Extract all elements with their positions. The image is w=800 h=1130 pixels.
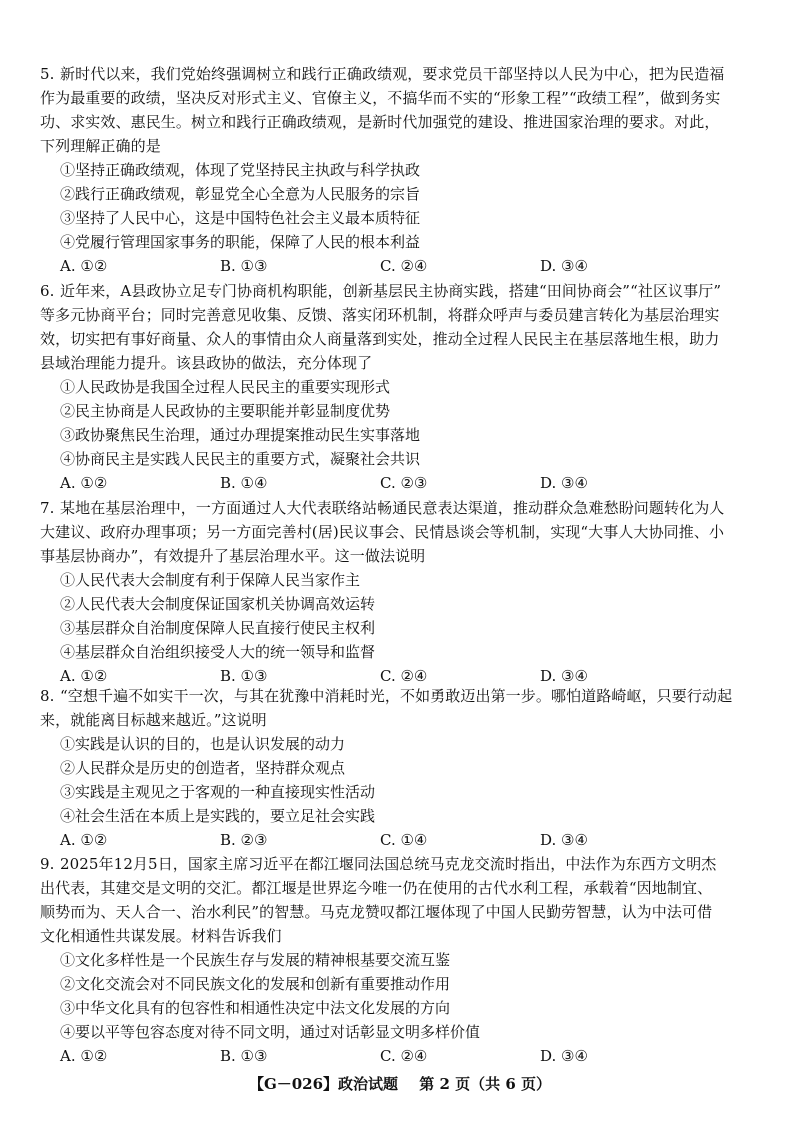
statement-2: ②文化交流会对不同民族文化的发展和创新有重要推动作用: [60, 975, 451, 993]
stem-text: 2025年12月5日，国家主席习近平在都江堰同法国总统马克龙交流时指出，中法作为东西方文明杰: [60, 855, 717, 873]
statement-3: ③实践是主观见之于客观的一种直接现实性活动: [60, 783, 376, 801]
option-c[interactable]: C. ②④: [380, 1047, 428, 1065]
option-d[interactable]: D. ③④: [540, 257, 588, 275]
option-d[interactable]: D. ③④: [540, 831, 588, 849]
question-stem-line: 县域治理能力提升。该县政协的做法，充分体现了: [40, 354, 373, 372]
question-stem-line: 等多元协商平台；同时完善意见收集、反馈、落实闭环机制，将群众呼声与委员建言转化为基层治理实: [40, 306, 720, 324]
question-stem-line: 事基层协商办”，有效提升了基层治理水平。这一做法说明: [40, 547, 426, 565]
option-a[interactable]: A. ①②: [60, 667, 108, 685]
option-b[interactable]: B. ①④: [220, 474, 268, 492]
statement-1: ①文化多样性是一个民族生存与发展的精神根基要交流互鉴: [60, 951, 451, 969]
question-number: 7.: [40, 499, 55, 517]
question-stem-line: 效，切实把有事好商量、众人的事情由众人商量落到实处，推动全过程人民民主在基层落地生根，助力: [40, 330, 720, 348]
question-8: [40, 684, 780, 852]
question-6: [40, 279, 780, 495]
statement-3: ③坚持了人民中心，这是中国特色社会主义最本质特征: [60, 209, 421, 227]
option-a[interactable]: A. ①②: [60, 474, 108, 492]
answer-options: [40, 471, 780, 495]
question-stem-line: 大建议、政府办理事项；另一方面完善村(居)民议事会、民情恳谈会等机制，实现“大事人大协同推、小: [40, 523, 725, 541]
question-stem-line: [40, 496, 780, 520]
question-9: [40, 852, 780, 1068]
statement-1: ①人民政协是我国全过程人民民主的重要实现形式: [60, 378, 391, 396]
statement-1: ①坚持正确政绩观，体现了党坚持民主执政与科学执政: [60, 161, 421, 179]
question-stem-line: 功、求实效、惠民生。树立和践行正确政绩观，是新时代加强党的建设、推进国家治理的要求。对此，: [40, 113, 720, 131]
question-stem-line: [40, 279, 780, 303]
option-c[interactable]: C. ①④: [380, 831, 428, 849]
answer-options: [40, 254, 780, 278]
answer-options: [40, 1044, 780, 1068]
option-c[interactable]: C. ②④: [380, 667, 428, 685]
question-stem-line: 作为最重要的政绩，坚决反对形式主义、官僚主义，不搞华而不实的“形象工程”“政绩工程”，做到务实: [40, 89, 721, 107]
question-stem-line: [40, 852, 780, 876]
question-stem-line: 出代表，其建交是文明的交汇。都江堰是世界迄今唯一仍在使用的古代水利工程，承载着“因地制宜、: [40, 879, 713, 897]
question-stem-line: [40, 62, 780, 86]
statement-2: ②人民代表大会制度保证国家机关协调高效运转: [60, 595, 376, 613]
option-a[interactable]: A. ①②: [60, 1047, 108, 1065]
statement-4: ④协商民主是实践人民民主的重要方式，凝聚社会共识: [60, 450, 421, 468]
stem-text: 近年来，A县政协立足专门协商机构职能，创新基层民主协商实践，搭建“田间协商会”“社区议事厅”: [60, 282, 722, 300]
statement-3: ③基层群众自治制度保障人民直接行使民主权利: [60, 619, 376, 637]
option-c[interactable]: C. ②④: [380, 257, 428, 275]
statement-1: ①实践是认识的目的，也是认识发展的动力: [60, 735, 346, 753]
answer-options: [40, 828, 780, 852]
statement-1: ①人民代表大会制度有利于保障人民当家作主: [60, 571, 361, 589]
statement-2: ②人民群众是历史的创造者，坚持群众观点: [60, 759, 346, 777]
statement-3: ③政协聚焦民生治理，通过办理提案推动民生实事落地: [60, 426, 421, 444]
stem-text: 某地在基层治理中，一方面通过人大代表联络站畅通民意表达渠道，推动群众急难愁盼问题转化为人: [60, 499, 725, 517]
option-a[interactable]: A. ①②: [60, 257, 108, 275]
option-b[interactable]: B. ①③: [220, 1047, 268, 1065]
option-d[interactable]: D. ③④: [540, 474, 588, 492]
question-stem-line: [40, 684, 780, 708]
question-stem-line: 来，就能离目标越来越近。”这说明: [40, 711, 267, 729]
question-stem-line: 文化相通性共谋发展。材料告诉我们: [40, 927, 282, 945]
statement-4: ④要以平等包容态度对待不同文明，通过对话彰显文明多样价值: [60, 1023, 481, 1041]
statement-3: ③中华文化具有的包容性和相通性决定中法文化发展的方向: [60, 999, 451, 1017]
statement-4: ④社会生活在本质上是实践的，要立足社会实践: [60, 807, 376, 825]
question-stem-line: 下列理解正确的是: [40, 137, 161, 155]
option-c[interactable]: C. ②③: [380, 474, 428, 492]
option-d[interactable]: D. ③④: [540, 1047, 588, 1065]
statement-4: ④党履行管理国家事务的职能，保障了人民的根本利益: [60, 233, 421, 251]
stem-text: 新时代以来，我们党始终强调树立和践行正确政绩观，要求党员干部坚持以人民为中心，把为民造福: [60, 65, 725, 83]
exam-code: 【G－026】政治试题: [248, 1075, 399, 1093]
question-stem-line: 顺势而为、天人合一、治水利民”的智慧。马克龙赞叹都江堰体现了中国人民勤劳智慧，认为中法可借: [40, 903, 713, 921]
statement-4: ④基层群众自治组织接受人大的统一领导和监督: [60, 643, 376, 661]
option-b[interactable]: B. ①③: [220, 667, 268, 685]
page-footer: [0, 1073, 800, 1094]
question-number: 9.: [40, 855, 55, 873]
question-number: 6.: [40, 282, 55, 300]
question-number: 5.: [40, 65, 55, 83]
statement-2: ②民主协商是人民政协的主要职能并彰显制度优势: [60, 402, 391, 420]
question-7: [40, 496, 780, 688]
option-a[interactable]: A. ①②: [60, 831, 108, 849]
question-5: [40, 62, 780, 278]
page-number: 第 2 页（共 6 页）: [419, 1075, 552, 1093]
option-b[interactable]: B. ①③: [220, 257, 268, 275]
option-b[interactable]: B. ②③: [220, 831, 268, 849]
option-d[interactable]: D. ③④: [540, 667, 588, 685]
statement-2: ②践行正确政绩观，彰显党全心全意为人民服务的宗旨: [60, 185, 421, 203]
question-number: 8.: [40, 687, 55, 705]
stem-text: “空想千遍不如实干一次，与其在犹豫中消耗时光，不如勇敢迈出第一步。哪怕道路崎岖，只要行动起: [60, 687, 733, 705]
